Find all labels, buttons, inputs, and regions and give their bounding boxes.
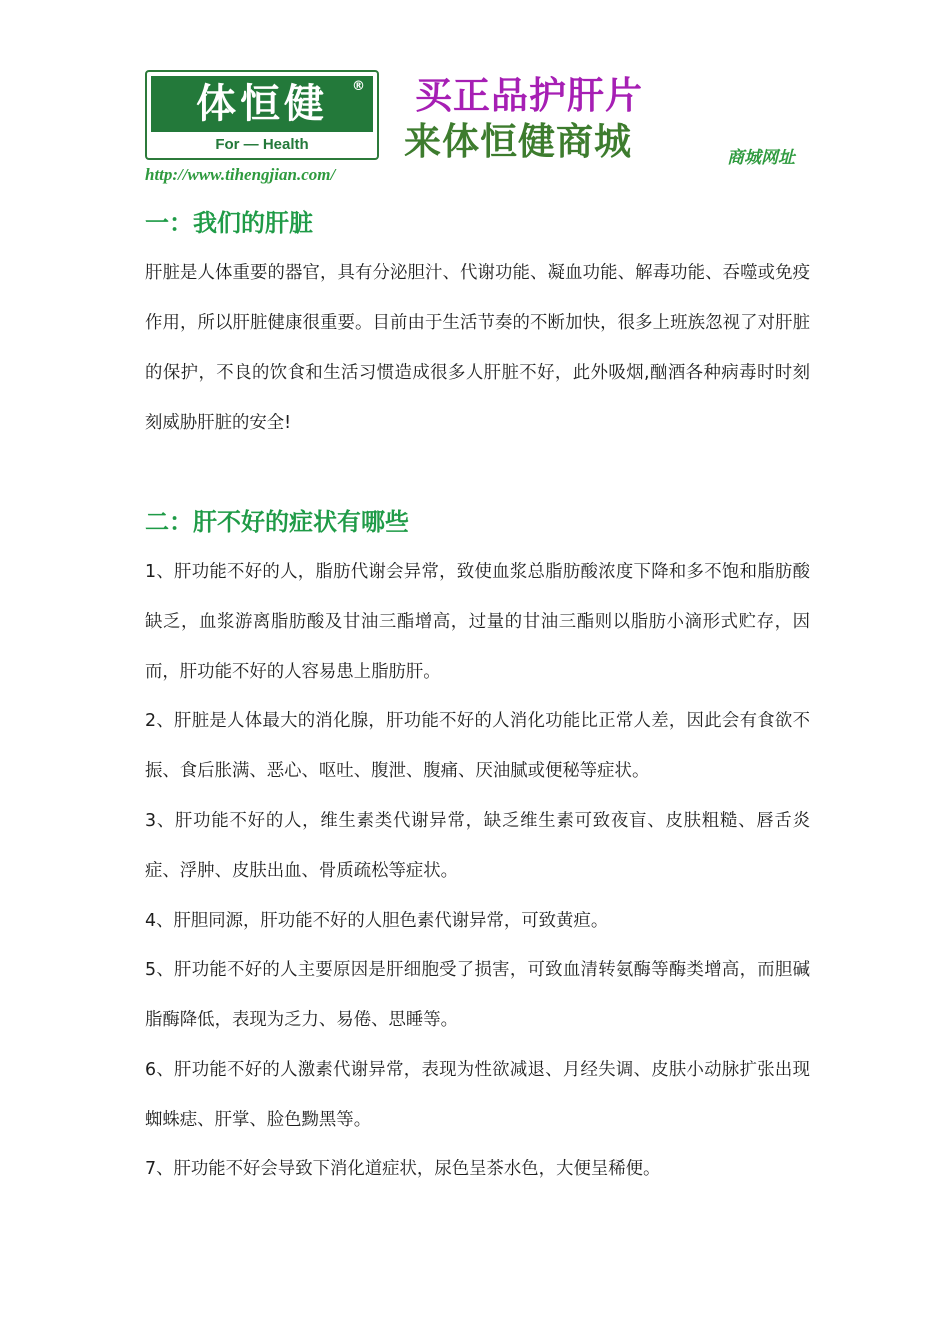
symptom-item-5: 5、肝功能不好的人主要原因是肝细胞受了损害，可致血清转氨酶等酶类增高，而胆碱脂酶降低，表现为乏力、易倦、思睡等。 [145, 960, 810, 1030]
section2-heading: 二：肝不好的症状有哪些 [145, 508, 409, 536]
symptom-item-6: 6、肝功能不好的人激素代谢异常，表现为性欲减退、月经失调、皮肤小动脉扩张出现蜘蛛痣、肝掌、脸色黝黑等。 [145, 1060, 810, 1130]
mall-url-label: 商城网址 [727, 148, 795, 168]
mall-url-link[interactable]: http://www.tihengjian.com/ [145, 165, 336, 184]
symptom-item-1: 1、肝功能不好的人，脂肪代谢会异常，致使血浆总脂肪酸浓度下降和多不饱和脂肪酸缺乏，血浆游离脂肪酸及甘油三酯增高，过量的甘油三酯则以脂肪小滴形式贮存，因而，肝功能不好的人容易患上脂肪肝。 [145, 562, 810, 682]
symptom-item-2: 2、肝脏是人体最大的消化腺，肝功能不好的人消化功能比正常人差，因此会有食欲不振、食后胀满、恶心、呕吐、腹泄、腹痛、厌油腻或便秘等症状。 [145, 711, 810, 781]
registered-mark: ® [352, 79, 365, 94]
symptom-item-4: 4、肝胆同源，肝功能不好的人胆色素代谢异常，可致黄疸。 [145, 911, 609, 931]
slogan-line-1: 买正品护肝片 [415, 74, 643, 117]
brand-english-tagline: For — Health [215, 136, 309, 153]
symptom-item-7: 7、肝功能不好会导致下消化道症状，尿色呈茶水色，大便呈稀便。 [145, 1159, 661, 1179]
symptom-item-3: 3、肝功能不好的人，维生素类代谢异常，缺乏维生素可致夜盲、皮肤粗糙、唇舌炎症、浮肿、皮肤出血、骨质疏松等症状。 [145, 811, 810, 881]
section1-body: 肝脏是人体重要的器官，具有分泌胆汁、代谢功能、凝血功能、解毒功能、吞噬或免疫作用，所以肝脏健康很重要。目前由于生活节奏的不断加快，很多上班族忽视了对肝脏的保护，不良的饮食和生活习惯造成很多人肝脏不好，此外吸烟,酗酒各种病毒时时刻刻威胁肝脏的安全! [145, 263, 810, 433]
brand-logo [145, 70, 379, 160]
slogan-line-2: 来体恒健商城 [404, 120, 632, 163]
brand-logo-chinese [151, 76, 373, 132]
section1-heading: 一：我们的肝脏 [145, 209, 313, 237]
brand-name: 体恒健 [196, 80, 328, 127]
